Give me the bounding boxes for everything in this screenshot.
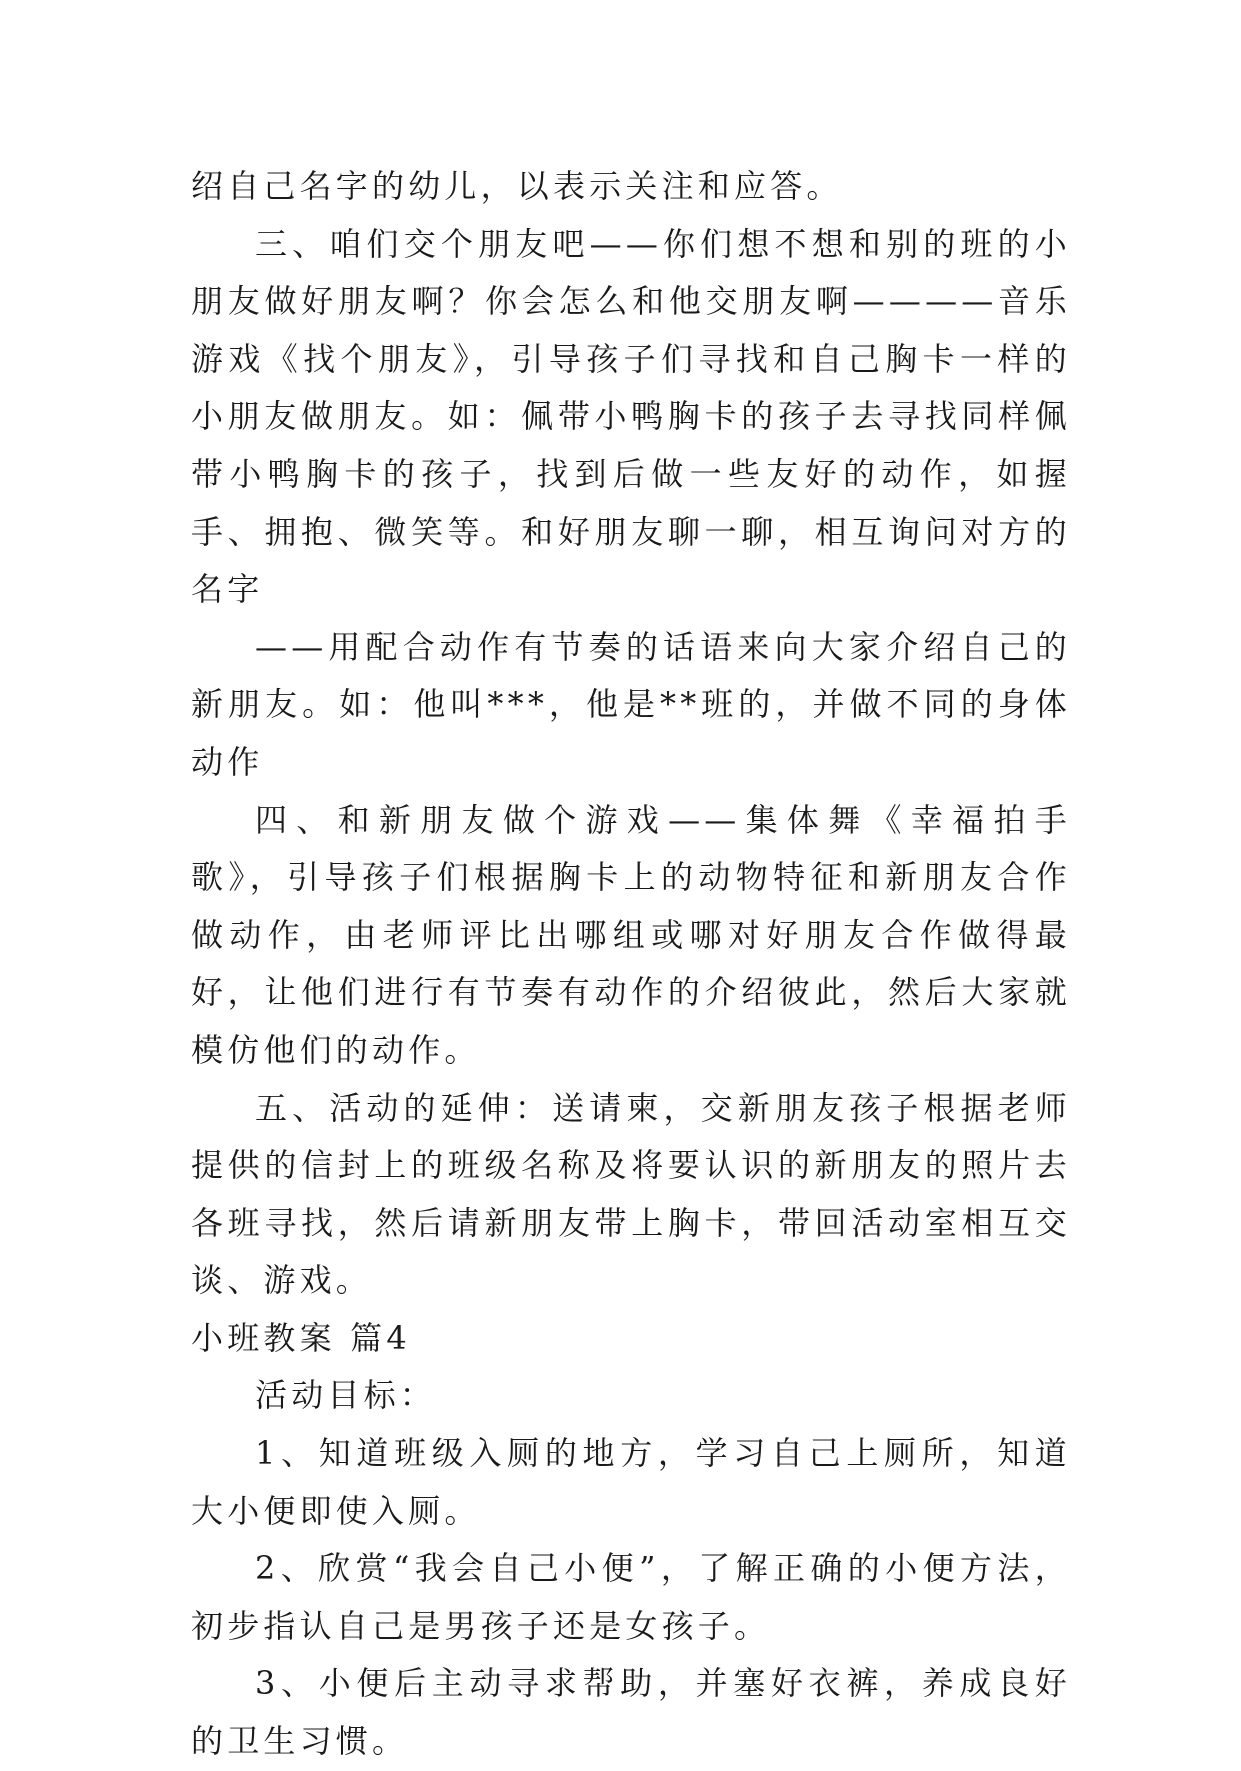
paragraph-goal-1: 1、知道班级入厕的地方，学习自己上厕所，知道大小便即使入厕。 xyxy=(191,1434,1071,1530)
section-heading: 小班教案 篇4 xyxy=(191,1318,411,1357)
document-body xyxy=(191,158,1071,1771)
paragraph-step-4: 四、和新朋友做个游戏——集体舞《幸福拍手歌》，引导孩子们根据胸卡上的动物特征和新朋友合作做动作，由老师评比出哪组或哪对好朋友合作做得最好，让他们进行有节奏有动作的介绍彼此，然后大家就模仿他们的动作。 xyxy=(191,800,1071,1069)
paragraph-goal-2: 2、欣赏“我会自己小便”，了解正确的小便方法，初步指认自己是男孩子还是女孩子。 xyxy=(191,1549,1071,1645)
paragraph-step-3: 三、咱们交个朋友吧——你们想不想和别的班的小朋友做好朋友啊？你会怎么和他交朋友啊————音乐游戏《找个朋友》，引导孩子们寻找和自己胸卡一样的小朋友做朋友。如：佩带小鸭胸卡的孩子去寻找同样佩带小鸭胸卡的孩子，找到后做一些友好的动作，如握手、拥抱、微笑等。和好朋友聊一聊，相互询问对方的名字 xyxy=(191,224,1071,609)
paragraph-goal-3: 3、小便后主动寻求帮助，并塞好衣裤，养成良好的卫生习惯。 xyxy=(191,1664,1071,1761)
paragraph-activity-goals: 活动目标： xyxy=(255,1376,437,1415)
paragraph-continuation: 绍自己名字的幼儿，以表示关注和应答。 xyxy=(191,167,843,205)
paragraph-step-5: 五、活动的延伸：送请柬，交新朋友孩子根据老师提供的信封上的班级名称及将要认识的新朋友的照片去各班寻找，然后请新朋友带上胸卡，带回活动室相互交谈、游戏。 xyxy=(191,1088,1071,1300)
paragraph-step-3-continued: ——用配合动作有节奏的话语来向大家介绍自己的新朋友。如：他叫***，他是**班的，并做不同的身体动作 xyxy=(191,627,1071,781)
